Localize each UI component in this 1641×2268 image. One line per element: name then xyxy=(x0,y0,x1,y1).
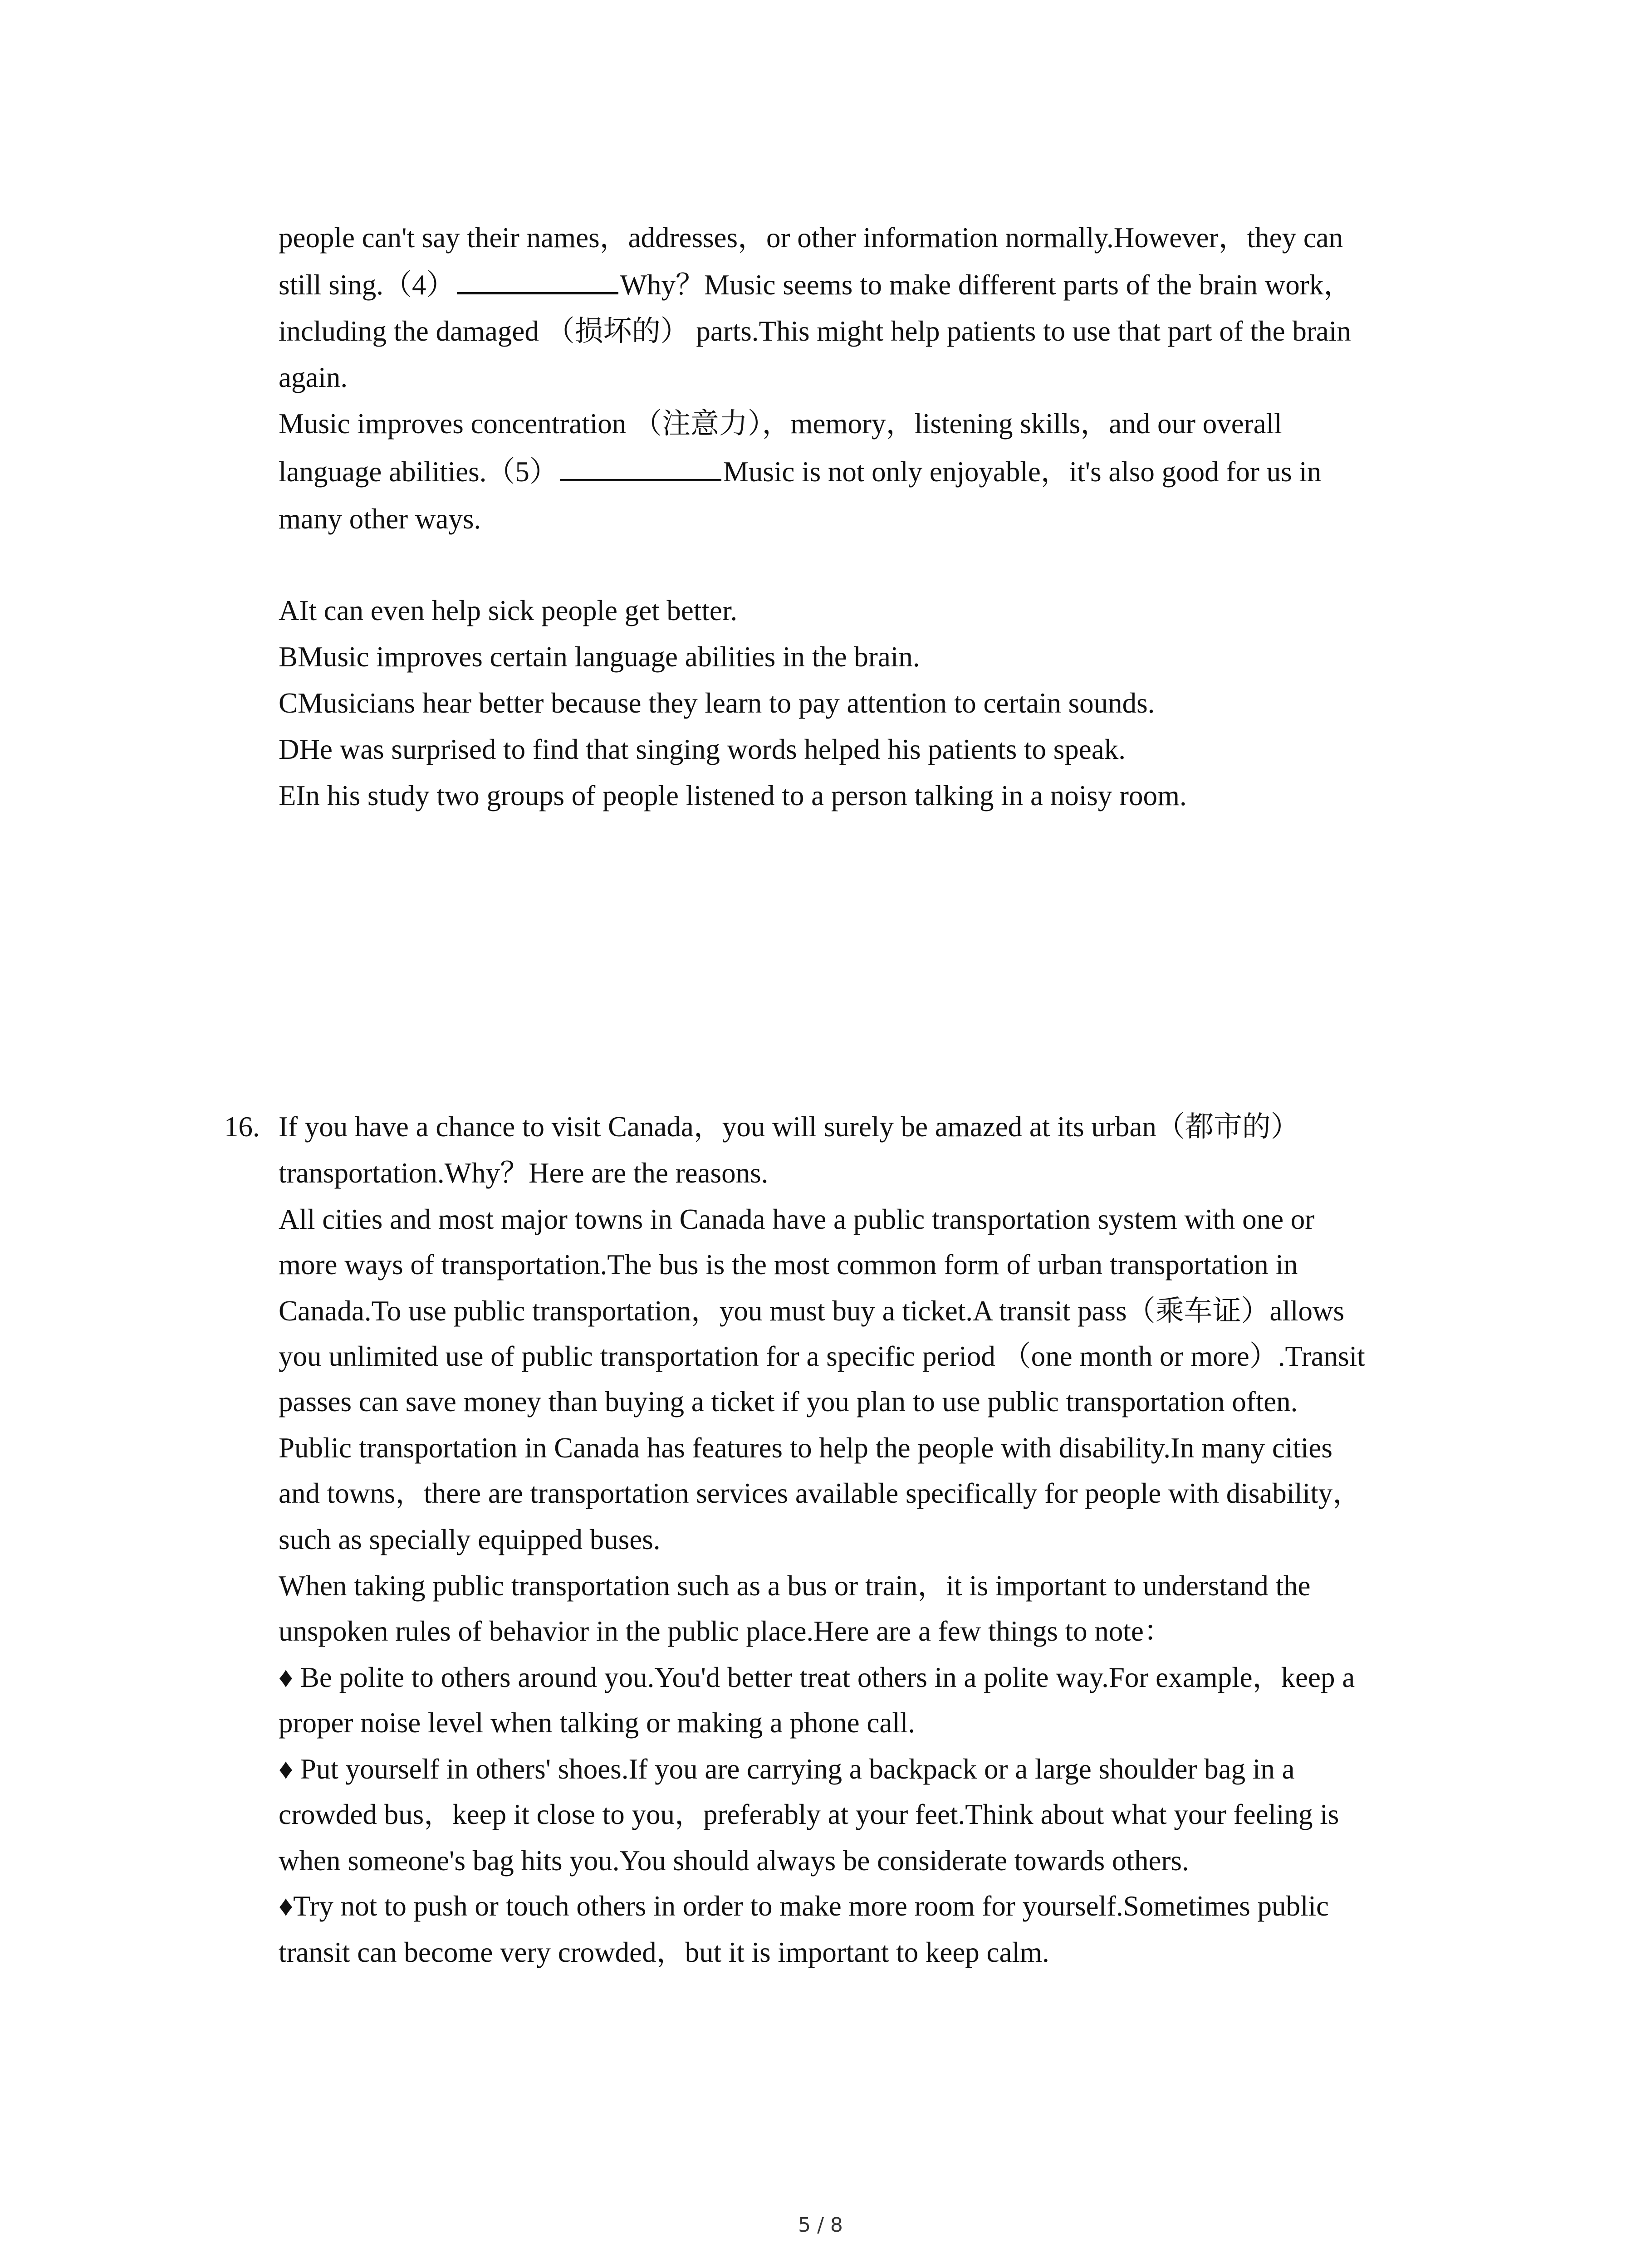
page-number: 5 / 8 xyxy=(798,2214,843,2237)
passage-line: people can't say their names，addresses，or other information normally.However，they can xyxy=(279,222,1343,254)
question-line: unspoken rules of behavior in the public place.Here are a few things to note： xyxy=(279,1615,1172,1647)
question-line: ♦ Be polite to others around you.You'd better treat others in a polite way.For example，keep a xyxy=(279,1662,1355,1693)
question-line: and towns，there are transportation services available specifically for people with disability， xyxy=(279,1477,1362,1509)
question-line: such as specially equipped buses. xyxy=(279,1524,661,1555)
passage-text: Why？Music seems to make different parts of the brain work， xyxy=(620,269,1352,301)
question-line: ♦ Put yourself in others' shoes.If you are carrying a backpack or a large shoulder bag in a xyxy=(279,1753,1295,1785)
passage-line: Music improves concentration （注意力），memory，listening skills，and our overall xyxy=(279,408,1282,440)
question-line: transit can become very crowded，but it is important to keep calm. xyxy=(279,1936,1049,1968)
question-line: more ways of transportation.The bus is the most common form of urban transportation in xyxy=(279,1249,1298,1281)
answer-blank-4[interactable] xyxy=(457,265,618,294)
passage-text: still sing.（4） xyxy=(279,269,455,301)
option-e: EIn his study two groups of people listened to a person talking in a noisy room. xyxy=(279,780,1187,811)
question-line: When taking public transportation such as a bus or train，it is important to understand the xyxy=(279,1570,1311,1602)
question-line: crowded bus，keep it close to you，preferably at your feet.Think about what your feeling is xyxy=(279,1799,1339,1830)
passage-line xyxy=(279,262,1352,308)
question-line: ♦Try not to push or touch others in order to make more room for yourself.Sometimes public xyxy=(279,1890,1329,1922)
passage-line: again. xyxy=(279,362,348,393)
question-number: 16. xyxy=(224,1111,260,1143)
passage-line: including the damaged （损坏的） parts.This might help patients to use that part of the brain xyxy=(279,315,1351,347)
option-c: CMusicians hear better because they learn to pay attention to certain sounds. xyxy=(279,687,1155,719)
passage-line xyxy=(279,449,1321,494)
passage-line: many other ways. xyxy=(279,503,481,535)
option-b: BMusic improves certain language abilities in the brain. xyxy=(279,641,920,673)
passage-text: Music is not only enjoyable，it's also good for us in xyxy=(723,456,1322,488)
question-line: proper noise level when talking or making a phone call. xyxy=(279,1707,916,1739)
question-line: you unlimited use of public transportation for a specific period （one month or more）.Transit xyxy=(279,1340,1365,1372)
question-line: Canada.To use public transportation，you must buy a ticket.A transit pass（乘车证）allows xyxy=(279,1295,1344,1327)
question-line: transportation.Why？Here are the reasons. xyxy=(279,1157,769,1189)
answer-blank-5[interactable] xyxy=(560,452,721,481)
question-line: All cities and most major towns in Canada have a public transportation system with one or xyxy=(279,1203,1315,1235)
question-line: If you have a chance to visit Canada，you will surely be amazed at its urban（都市的） xyxy=(279,1111,1299,1143)
question-line: Public transportation in Canada has features to help the people with disability.In many cities xyxy=(279,1432,1332,1464)
option-d: DHe was surprised to find that singing words helped his patients to speak. xyxy=(279,733,1126,765)
passage-text: language abilities.（5） xyxy=(279,456,558,488)
question-line: passes can save money than buying a ticket if you plan to use public transportation often. xyxy=(279,1386,1298,1418)
question-line: when someone's bag hits you.You should always be considerate towards others. xyxy=(279,1845,1189,1877)
option-a: AIt can even help sick people get better. xyxy=(279,595,738,626)
